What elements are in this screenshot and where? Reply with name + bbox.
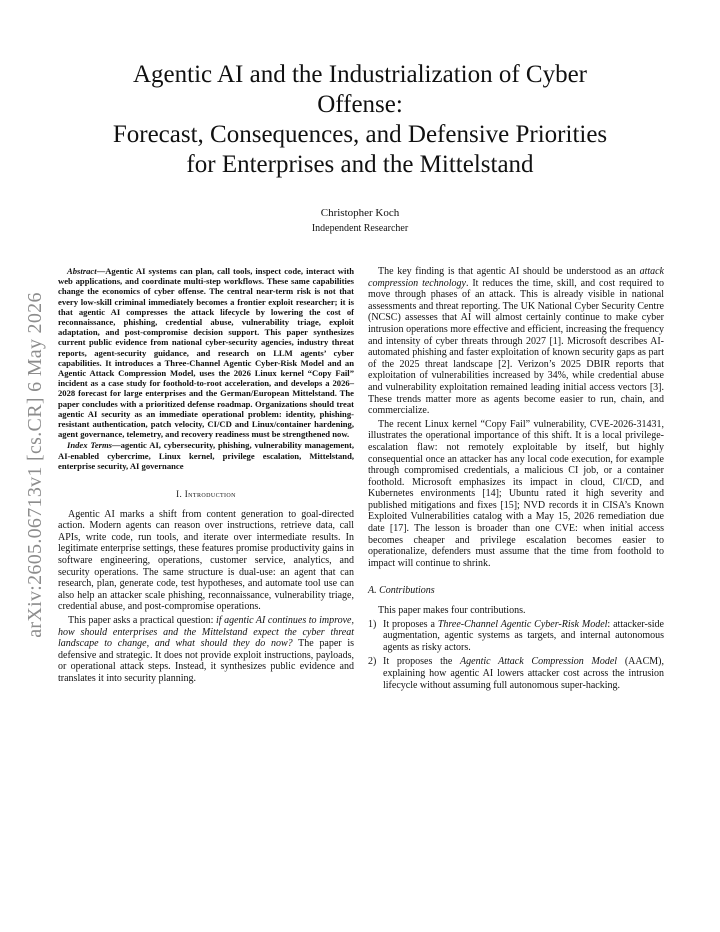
abstract-text: —Agentic AI systems can plan, call tools, inspect code, interact with web applications, and coordinate multi-step workflows. These same capabilities change the economics of cyber offense. The central near-term risk is not that every low-skill criminal immediately becomes a frontier exploit researcher; it is that agentic AI compresses the attack lifecycle by lowering the cost of reconnaissance, phishing, credential abuse, vulnerability triage, exploit adaptation, and post-compromise decision support. This paper synthesizes current public evidence from national cyber-security agencies, industry threat reports, agent-security guidance, and research on LLM agents’ cyber capabilities. It introduces a Three-Channel Agentic Cyber-Risk Model and an Agentic Attack Compression Model, uses the 2026 Linux kernel “Copy Fail” incident as a case study for foothold-to-root acceleration, and develops a 2026–2028 forecast for large enterprises and the German/European Mittelstand. The paper concludes with a prioritized defense roadmap. Organizations should treat agentic AI security as an immediate operational problem: identity, phishing-resistant authentication, patch velocity, CI/CD and Linux/container hardening, agent governance, telemetry, and recovery readiness must be strengthened now.	[58, 266, 354, 440]
text-run: . It reduces the time, skill, and cost required to move through phases of an attack. This is already visible in national assessments and threat reporting. The UK National Cyber Security Centre (NCSC) assesses that AI will almost certainly continue to make cyber intrusion operations more effective and efficient, increasing the frequency and intensity of cyber threats through 2027 [1]. Microsoft describes AI-automated phishing and faster exploitation of known security gaps as part of the 2025 threat landscape [2]. Verizon’s 2025 DBIR reports that exploitation of vulnerabilities increased by 34%, while credential abuse and vulnerability exploitation remained leading initial access vectors [3]. These trends matter more as agents become easier to run, chain, and commercialize.	[368, 277, 664, 417]
index-terms	[58, 440, 354, 471]
arxiv-identifier-stamp: arXiv:2605.06713v1 [cs.CR] 6 May 2026	[24, 292, 46, 638]
text-run: It proposes a	[383, 618, 438, 630]
author-name: Christopher Koch	[320, 207, 400, 219]
emphasis-term: attack compression technology	[368, 266, 664, 289]
subsection-heading-contributions: A. Contributions	[368, 585, 435, 597]
contributions-intro: This paper makes four contributions.	[378, 605, 526, 617]
text-run: This paper asks a practical question:	[68, 615, 217, 626]
emphasis-model-name: Agentic Attack Compression Model	[460, 656, 618, 668]
author-affiliation: Independent Researcher	[311, 223, 409, 234]
text-run: (AACM), explaining how agentic AI lowers attacker cost across the intrusion lifecycle without assuming full autonomous super-hacking.	[383, 656, 664, 691]
abstract-label: Abstract	[67, 266, 97, 276]
intro-paragraph-4: The recent Linux kernel “Copy Fail” vulnerability, CVE-2026-31431, illustrates the operational importance of this shift. It is a local privilege-escalation flaw: not remotely exploitable by itself, but highly consequential once an attacker has any local code execution, for example through compromised credentials, a malicious CI job, or a container foothold. Microsoft emphasizes its impact in cloud, CI/CD, and Kubernetes environments [14]; Ubuntu rated it high severity and published mitigations and fixes [15]; NVD records it in CISA’s Known Exploited Vulnerabilities catalog with a May 15, 2026 remediation due date [17]. The lesson is broader than one CVE: when initial access becomes cheaper and privilege escalation becomes easier to operationalize, defenders must assume that the time from foothold to impact will continue to shrink.	[368, 418, 664, 569]
right-column	[368, 266, 664, 694]
text-run: It proposes the	[383, 656, 461, 668]
title-line: for Enterprises and the Mittelstand	[186, 151, 534, 178]
title-line: Forecast, Consequences, and Defensive Priorities	[112, 121, 608, 148]
abstract	[58, 266, 354, 439]
list-number: 2)	[368, 656, 377, 668]
text-run: : attacker-side augmentation, agentic systems as targets, and internal autonomous agents as risky actors.	[383, 618, 664, 653]
list-number: 1)	[368, 618, 377, 630]
emphasis-model-name: Three-Channel Agentic Cyber-Risk Model	[437, 618, 608, 630]
intro-paragraph-1: Agentic AI marks a shift from content generation to goal-directed action. Modern agents can reason over instructions, retrieve data, call APIs, write code, run tools, and iterate over intermediate results. In legitimate enterprise settings, these features promise productivity gains in software engineering, operations, customer service, analytics, and security operations. The same structure is dual-use: an agent that can research, plan, generate code, test hypotheses, and automate tool use can also help an attacker scale phishing, reconnaissance, vulnerability triage, credential abuse, and post-compromise operations.	[58, 508, 354, 613]
intro-paragraph-2	[58, 615, 354, 685]
index-terms-text: —agentic AI, cybersecurity, phishing, vulnerability management, AI-enabled cybercrime, Linux kernel, privilege escalation, Mittelstand, enterprise security, AI governance	[58, 440, 354, 471]
title-line: Agentic AI and the Industrialization of Cyber	[132, 61, 588, 88]
index-terms-label: Index Terms	[67, 440, 113, 451]
text-run: The key finding is that agentic AI should be understood as an	[378, 266, 640, 277]
list-item	[368, 619, 664, 654]
section-heading-introduction: I. Introduction	[176, 489, 236, 500]
list-item	[368, 656, 664, 691]
title-line: Offense:	[317, 91, 403, 118]
paper-title	[40, 60, 680, 180]
intro-paragraph-3	[368, 266, 664, 417]
emphasis-question: if agentic AI continues to improve, how should enterprises and the Mittelstand expect the cyber threat landscape to change, and what should they do now?	[58, 615, 354, 650]
contributions-list	[368, 619, 664, 692]
text-run: The paper is defensive and strategic. It does not provide exploit instructions, payloads, or operational attack steps. Instead, it synthesizes public evidence and translates it into security planning.	[58, 638, 354, 684]
left-column	[58, 266, 354, 687]
